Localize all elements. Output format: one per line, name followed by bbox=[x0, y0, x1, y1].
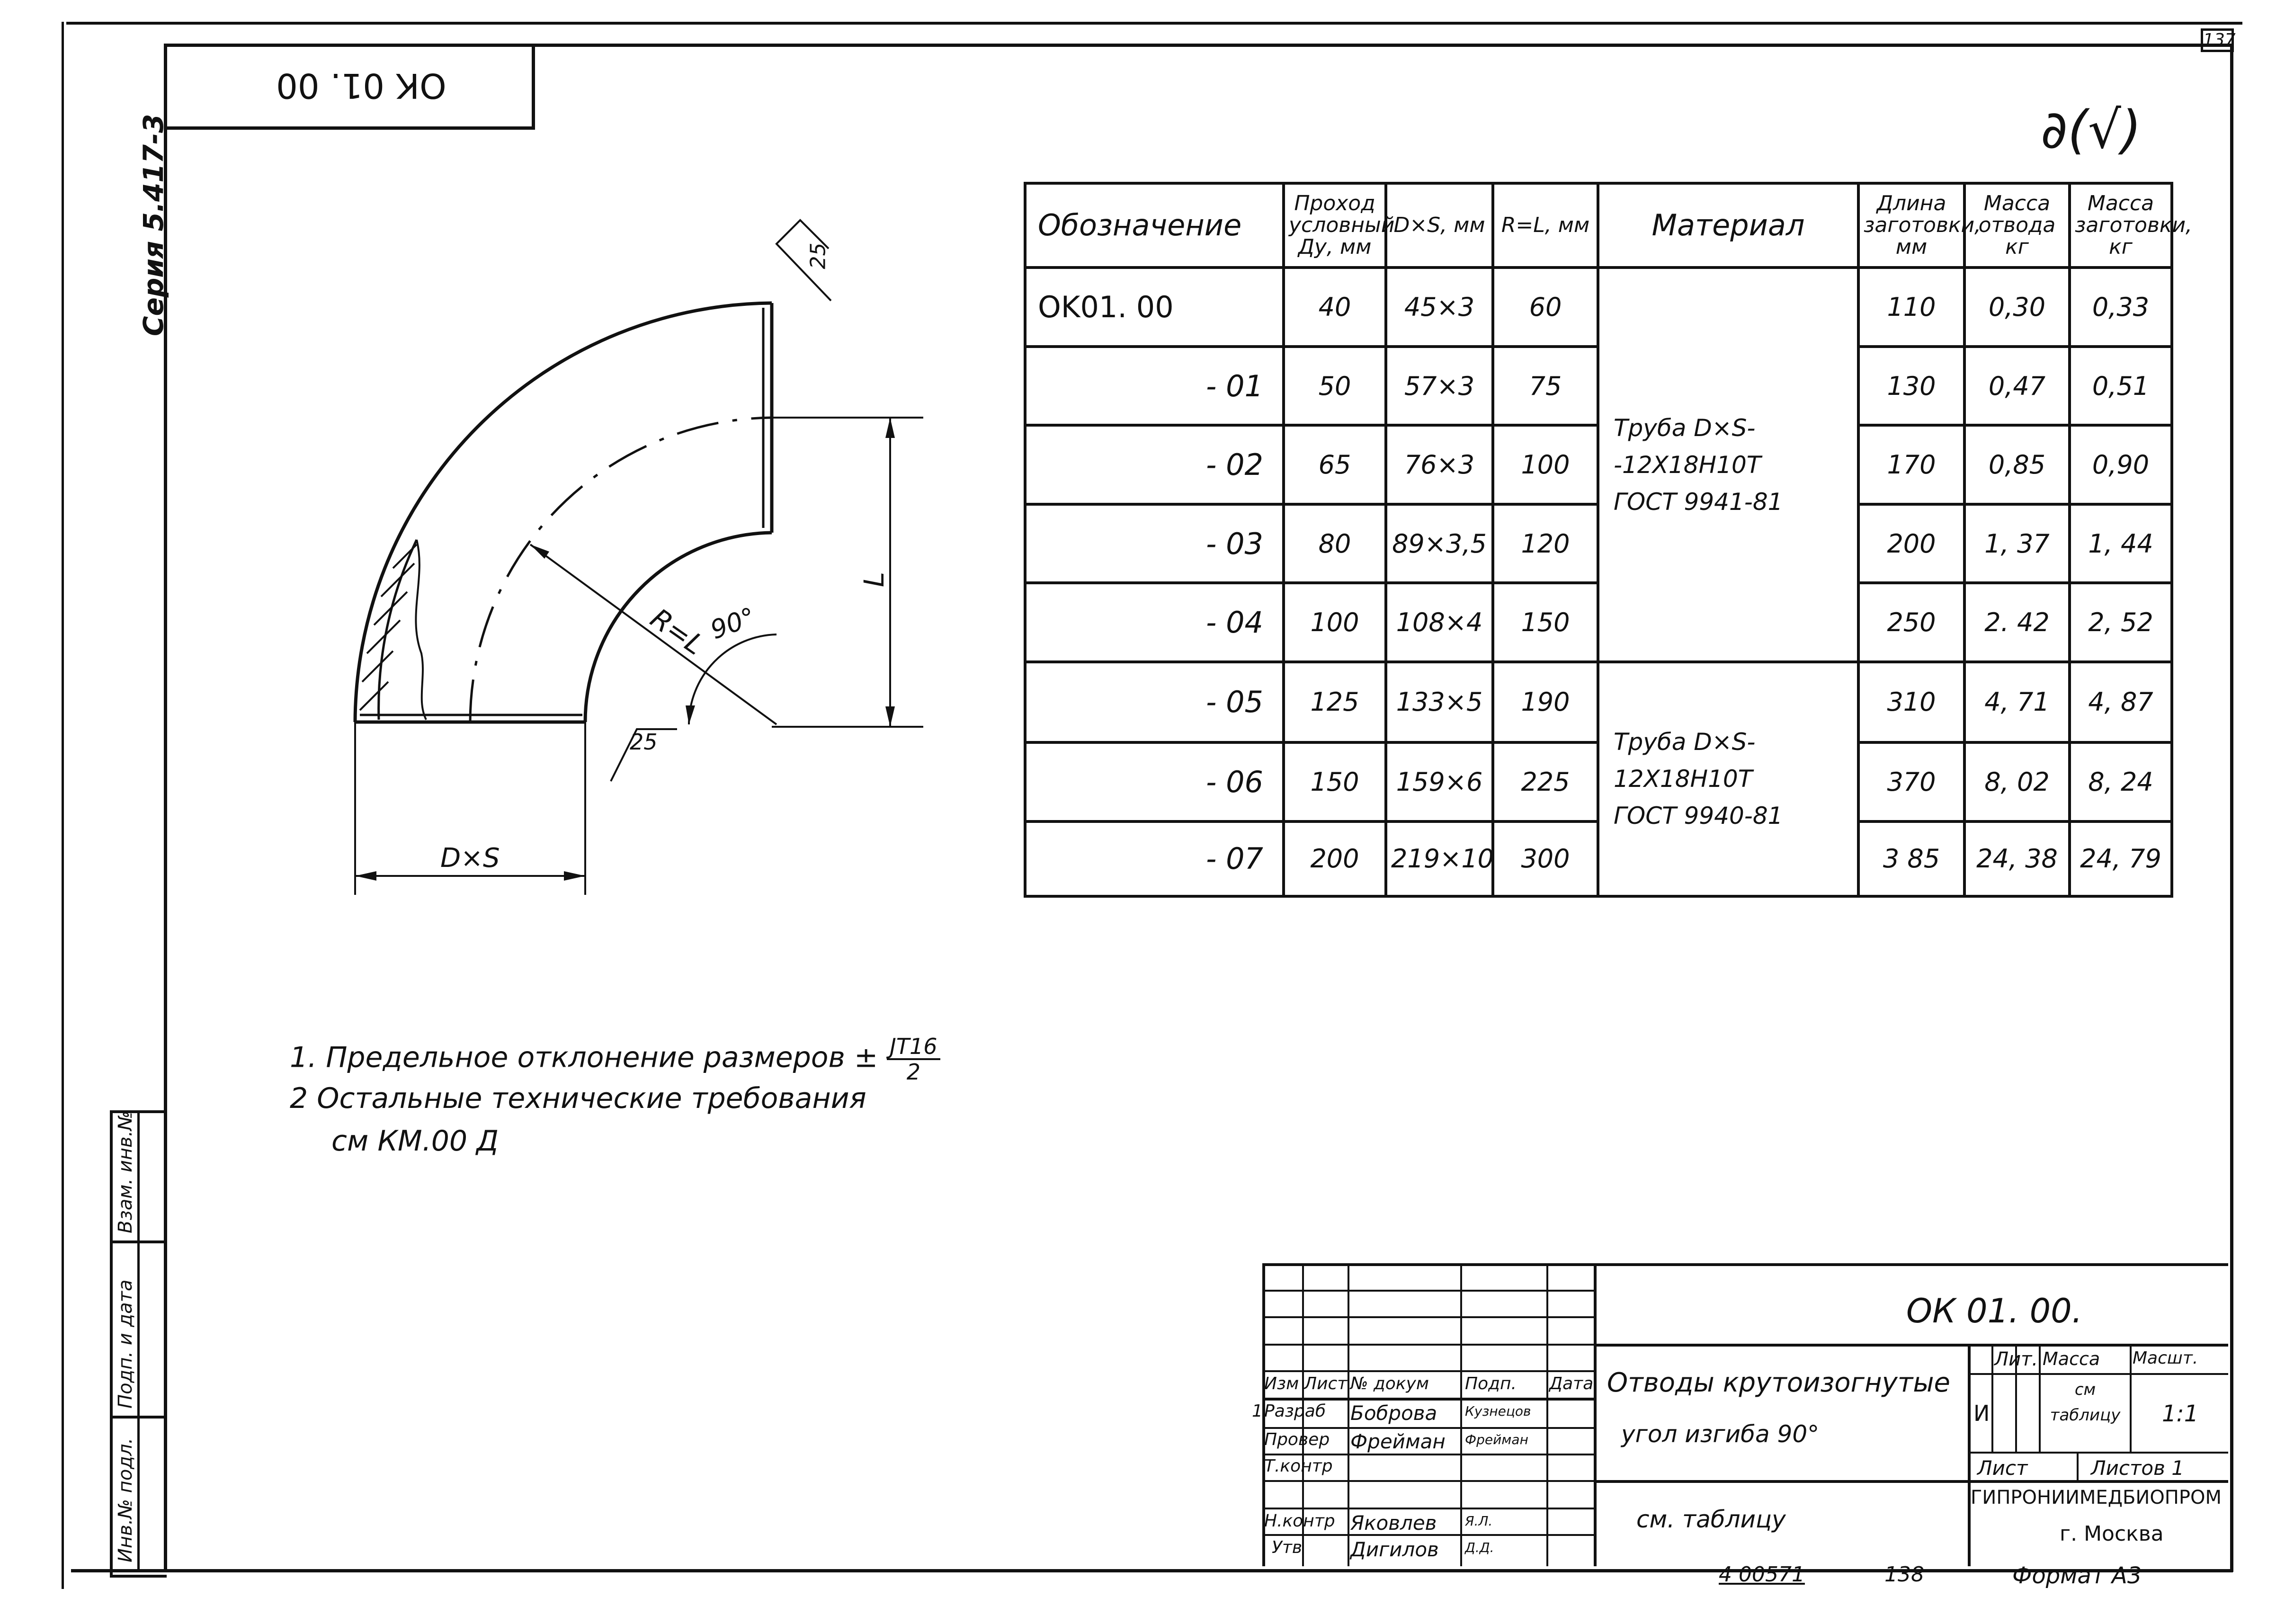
table-row-des: - 06 bbox=[1025, 742, 1284, 821]
note-1-text: 1. Предельное отклонение размеров ± bbox=[290, 1041, 878, 1074]
table-cell-r: 150 bbox=[1493, 583, 1598, 661]
table-cell-r: 100 bbox=[1493, 425, 1598, 504]
table-cell-dxs: 108×4 bbox=[1386, 583, 1493, 661]
bottom-num: 138 bbox=[1884, 1562, 1924, 1587]
table-cell-m2: 1, 44 bbox=[2070, 504, 2172, 583]
table-cell-m1: 0,30 bbox=[1964, 268, 2070, 346]
table-cell-du: 50 bbox=[1284, 347, 1386, 425]
table-cell-m2: 8, 24 bbox=[2070, 742, 2172, 821]
strip-repl-label: Взам. инв.№ bbox=[115, 1111, 136, 1233]
table-cell-m1: 0,85 bbox=[1964, 425, 2070, 504]
org-name: ГИПРОНИИМЕДБИОПРОМ bbox=[1971, 1487, 2222, 1508]
spec-table bbox=[1024, 182, 2193, 898]
table-cell-m1: 1, 37 bbox=[1964, 504, 2070, 583]
table-cell-du: 65 bbox=[1284, 425, 1386, 504]
table-cell-m2: 0,51 bbox=[2070, 347, 2172, 425]
page-number: 137 bbox=[2201, 28, 2234, 52]
col-header-designation: Обозначение bbox=[1025, 183, 1284, 268]
title-block bbox=[1252, 1263, 2228, 1566]
inner-frame-right bbox=[2230, 44, 2233, 1572]
bottom-format: Формат А3 bbox=[2012, 1562, 2142, 1589]
bottom-inv: 4 00571 bbox=[1719, 1562, 1805, 1587]
name-razrab: Боброва bbox=[1350, 1401, 1437, 1425]
doc-code: ОК 01. 00. bbox=[1906, 1292, 2082, 1330]
mass-header: Масса bbox=[2043, 1348, 2100, 1369]
table-cell-len: 3 85 bbox=[1858, 821, 1964, 896]
roughness-end-label: 25 bbox=[806, 242, 830, 269]
table-cell-m2: 0,33 bbox=[2070, 268, 2172, 346]
scale-header: Масшт. bbox=[2133, 1348, 2198, 1368]
table-cell-r: 225 bbox=[1493, 742, 1598, 821]
table-cell-len: 200 bbox=[1858, 504, 1964, 583]
col-header-material: Материал bbox=[1598, 183, 1858, 268]
table-row-des: OK01. 00 bbox=[1025, 268, 1284, 346]
code-stamp: ОК 01. 00 bbox=[276, 66, 446, 106]
mark-1: 1 bbox=[1252, 1401, 1263, 1421]
product-name-2: угол изгиба 90° bbox=[1621, 1420, 1820, 1448]
note-2: 2 Остальные технические требования bbox=[290, 1082, 866, 1115]
role-razrab: Разраб bbox=[1264, 1401, 1326, 1421]
city: г. Москва bbox=[2060, 1522, 2164, 1546]
col-header-dxs: D×S, мм bbox=[1386, 183, 1493, 268]
col-header-du: Проход условный Ду, мм bbox=[1284, 183, 1386, 268]
table-row-des: - 01 bbox=[1025, 347, 1284, 425]
col-header-r: R=L, мм bbox=[1493, 183, 1598, 268]
mass-value: см таблицу bbox=[2050, 1380, 2121, 1425]
table-cell-dxs: 133×5 bbox=[1386, 662, 1493, 742]
material-group-b bbox=[1598, 662, 1858, 896]
table-cell-len: 310 bbox=[1858, 662, 1964, 742]
table-cell-du: 80 bbox=[1284, 504, 1386, 583]
table-cell-r: 75 bbox=[1493, 347, 1598, 425]
hdr-doc: № докум bbox=[1350, 1374, 1429, 1393]
material-b-line: ГОСТ 9940-81 bbox=[1614, 802, 1783, 830]
sheets-label: Листов 1 bbox=[2091, 1456, 2184, 1480]
note-1 bbox=[290, 1035, 940, 1084]
roughness-outer-label: 25 bbox=[630, 729, 658, 755]
lit-value: И bbox=[1973, 1401, 1990, 1426]
table-cell-len: 370 bbox=[1858, 742, 1964, 821]
sig-prover: Фрейман bbox=[1465, 1432, 1528, 1447]
material-b-line: Труба D×S- bbox=[1614, 728, 1756, 756]
table-cell-r: 120 bbox=[1493, 504, 1598, 583]
note-1-frac-bot: 2 bbox=[906, 1059, 921, 1085]
table-cell-dxs: 57×3 bbox=[1386, 347, 1493, 425]
elbow-drawing bbox=[0, 0, 994, 947]
table-cell-dxs: 219×10 bbox=[1386, 821, 1493, 896]
table-row-des: - 05 bbox=[1025, 662, 1284, 742]
strip-inv-label: Инв.№ подл. bbox=[115, 1437, 136, 1562]
table-cell-du: 200 bbox=[1284, 821, 1386, 896]
table-cell-du: 100 bbox=[1284, 583, 1386, 661]
table-row-des: - 07 bbox=[1025, 821, 1284, 896]
angle-label: 90° bbox=[706, 601, 759, 645]
table-cell-dxs: 76×3 bbox=[1386, 425, 1493, 504]
table-cell-du: 125 bbox=[1284, 662, 1386, 742]
sig-utv: Д.Д. bbox=[1465, 1540, 1494, 1555]
table-cell-dxs: 159×6 bbox=[1386, 742, 1493, 821]
role-utv: Утв bbox=[1272, 1538, 1303, 1557]
table-cell-dxs: 45×3 bbox=[1386, 268, 1493, 346]
scale-value: 1:1 bbox=[2162, 1401, 2199, 1427]
role-nkontr: Н.контр bbox=[1264, 1511, 1335, 1531]
name-nkontr: Яковлев bbox=[1350, 1511, 1437, 1535]
material-a-line: Труба D×S- bbox=[1614, 414, 1756, 442]
see-table: см. таблицу bbox=[1636, 1506, 1786, 1533]
name-utv: Дигилов bbox=[1350, 1538, 1439, 1561]
product-name-1: Отводы крутоизогнутые bbox=[1607, 1367, 1950, 1398]
table-cell-m1: 8, 02 bbox=[1964, 742, 2070, 821]
note-3: см КМ.00 Д bbox=[331, 1124, 499, 1158]
material-group-a bbox=[1598, 268, 1858, 661]
col-header-length: Длина заготовки, мм bbox=[1858, 183, 1964, 268]
table-row-des: - 03 bbox=[1025, 504, 1284, 583]
table-cell-len: 170 bbox=[1858, 425, 1964, 504]
table-cell-m1: 4, 71 bbox=[1964, 662, 2070, 742]
role-tkontr: Т.контр bbox=[1264, 1456, 1333, 1476]
material-a-line: ГОСТ 9941-81 bbox=[1614, 488, 1783, 516]
hdr-sign: Подп. bbox=[1465, 1374, 1517, 1393]
table-cell-m2: 2, 52 bbox=[2070, 583, 2172, 661]
role-prover: Провер bbox=[1264, 1430, 1330, 1449]
material-a-line: -12Х18Н10Т bbox=[1614, 451, 1761, 479]
table-cell-du: 40 bbox=[1284, 268, 1386, 346]
centerline bbox=[470, 418, 772, 722]
table-cell-len: 130 bbox=[1858, 347, 1964, 425]
table-cell-m2: 0,90 bbox=[2070, 425, 2172, 504]
table-cell-r: 60 bbox=[1493, 268, 1598, 346]
dxs-label: D×S bbox=[440, 843, 500, 874]
col-header-mass-blank: Масса заготовки, кг bbox=[2070, 183, 2172, 268]
hdr-list: Лист bbox=[1304, 1374, 1348, 1393]
table-cell-len: 250 bbox=[1858, 583, 1964, 661]
lit-header: Лит. bbox=[1994, 1348, 2038, 1370]
sheet-label: Лист bbox=[1977, 1456, 2028, 1480]
hdr-date: Дата bbox=[1549, 1374, 1594, 1393]
table-row-des: - 04 bbox=[1025, 583, 1284, 661]
hdr-izm: Изм bbox=[1264, 1374, 1299, 1393]
col-header-mass-elbow: Масса отвода кг bbox=[1964, 183, 2070, 268]
sig-razrab: Кузнецов bbox=[1465, 1403, 1531, 1419]
table-cell-m1: 24, 38 bbox=[1964, 821, 2070, 896]
name-prover: Фрейман bbox=[1350, 1430, 1446, 1453]
table-cell-r: 300 bbox=[1493, 821, 1598, 896]
note-1-fraction bbox=[887, 1035, 940, 1084]
table-row-des: - 02 bbox=[1025, 425, 1284, 504]
sig-nkontr: Я.Л. bbox=[1465, 1513, 1493, 1529]
strip-sign-label: Подп. и дата bbox=[115, 1279, 136, 1409]
material-b-line: 12Х18Н10Т bbox=[1614, 765, 1753, 793]
outer-arc bbox=[355, 303, 772, 722]
table-cell-m1: 2. 42 bbox=[1964, 583, 2070, 661]
radius-label: R=L bbox=[644, 602, 710, 661]
roughness-mark: ∂(√) bbox=[2041, 99, 2142, 160]
series-label: Серия 5.417-3 bbox=[137, 114, 170, 336]
table-cell-r: 190 bbox=[1493, 662, 1598, 742]
table-cell-len: 110 bbox=[1858, 268, 1964, 346]
table-cell-m1: 0,47 bbox=[1964, 347, 2070, 425]
table-cell-dxs: 89×3,5 bbox=[1386, 504, 1493, 583]
table-cell-du: 150 bbox=[1284, 742, 1386, 821]
note-1-frac-top: JT16 bbox=[887, 1035, 940, 1060]
table-cell-m2: 24, 79 bbox=[2070, 821, 2172, 896]
table-cell-m2: 4, 87 bbox=[2070, 662, 2172, 742]
l-dim-label: L bbox=[858, 571, 891, 588]
